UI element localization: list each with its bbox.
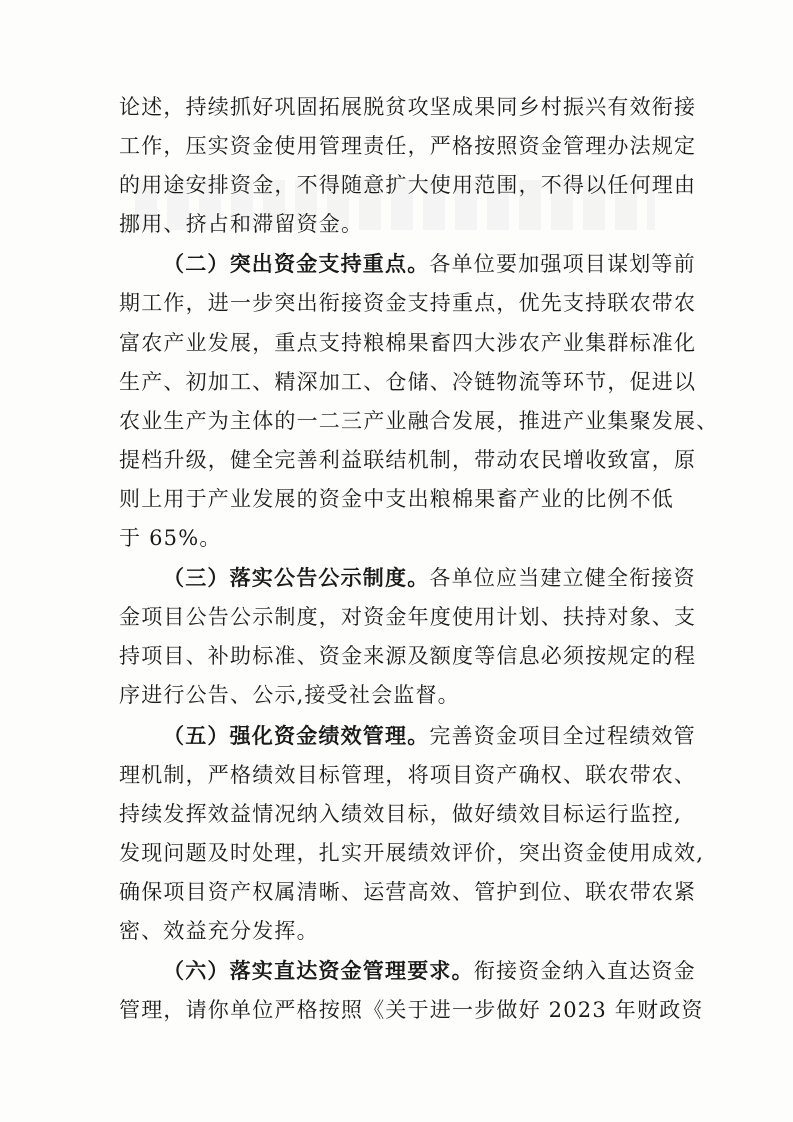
text-line: 序进行公告、公示,接受社会监督。	[119, 683, 460, 708]
text-line: 富农产业发展，重点支持粮棉果畜四大涉农产业集群标准化	[119, 330, 697, 355]
text-line: 理机制，严格绩效目标管理，将项目资产确权、联农带农、	[119, 762, 697, 787]
text-line: 密、效益充分发挥。	[119, 918, 319, 943]
text-line: 农业生产为主体的一二三产业融合发展，推进产业集聚发展、	[119, 408, 719, 433]
text-run: 衔接资金纳入直达资金	[473, 959, 696, 984]
paragraph-section-5	[119, 716, 705, 952]
text-line: 管理，请你单位严格按照《关于进一步做好 2023 年财政资	[119, 998, 704, 1023]
paragraph-continuation	[119, 88, 697, 244]
text-line	[119, 951, 696, 991]
section-heading: （六）落实直达资金管理要求。	[163, 958, 474, 984]
section-heading: （二）突出资金支持重点。	[163, 251, 430, 277]
paragraph-section-2	[119, 244, 719, 558]
text-run: 各单位应当建立健全衔接资	[429, 566, 696, 591]
text-line: 于 65%。	[119, 526, 222, 551]
text-line: 金项目公告公示制度，对资金年度使用计划、扶持对象、支	[119, 605, 697, 630]
section-heading: （三）落实公告公示制度。	[163, 565, 430, 591]
text-line	[119, 716, 696, 756]
text-line	[119, 244, 696, 284]
text-line: 生产、初加工、精深加工、仓储、冷链物流等环节，促进以	[119, 369, 697, 394]
text-line: 持项目、补助标准、资金来源及额度等信息必须按规定的程	[119, 644, 697, 669]
paragraph-section-3	[119, 558, 697, 715]
text-line: 的用途安排资金，不得随意扩大使用范围，不得以任何理由	[119, 173, 697, 198]
text-line: 挪用、挤占和滞留资金。	[119, 212, 364, 237]
section-heading: （五）强化资金绩效管理。	[163, 722, 430, 748]
paragraph-section-6	[119, 951, 704, 1030]
text-line: 发现问题及时处理，扎实开展绩效评价，突出资金使用成效,	[119, 840, 705, 865]
text-run: 各单位要加强项目谋划等前	[429, 252, 696, 277]
document-body	[119, 88, 719, 1030]
text-run: 完善资金项目全过程绩效管	[429, 723, 696, 748]
text-line: 持续发挥效益情况纳入绩效目标，做好绩效目标运行监控,	[119, 801, 682, 826]
text-line: 期工作，进一步突出衔接资金支持重点，优先支持联农带农	[119, 291, 697, 316]
text-line: 工作，压实资金使用管理责任，严格按照资金管理办法规定	[119, 134, 697, 159]
text-line: 论述，持续抓好巩固拓展脱贫攻坚成果同乡村振兴有效衔接	[119, 95, 697, 119]
text-line: 确保项目资产权属清晰、运营高效、管护到位、联农带农紧	[119, 879, 697, 904]
text-line: 则上用于产业发展的资金中支出粮棉果畜产业的比例不低	[119, 486, 674, 511]
text-line	[119, 558, 696, 598]
text-line: 提档升级，健全完善利益联结机制，带动农民增收致富，原	[119, 447, 697, 472]
